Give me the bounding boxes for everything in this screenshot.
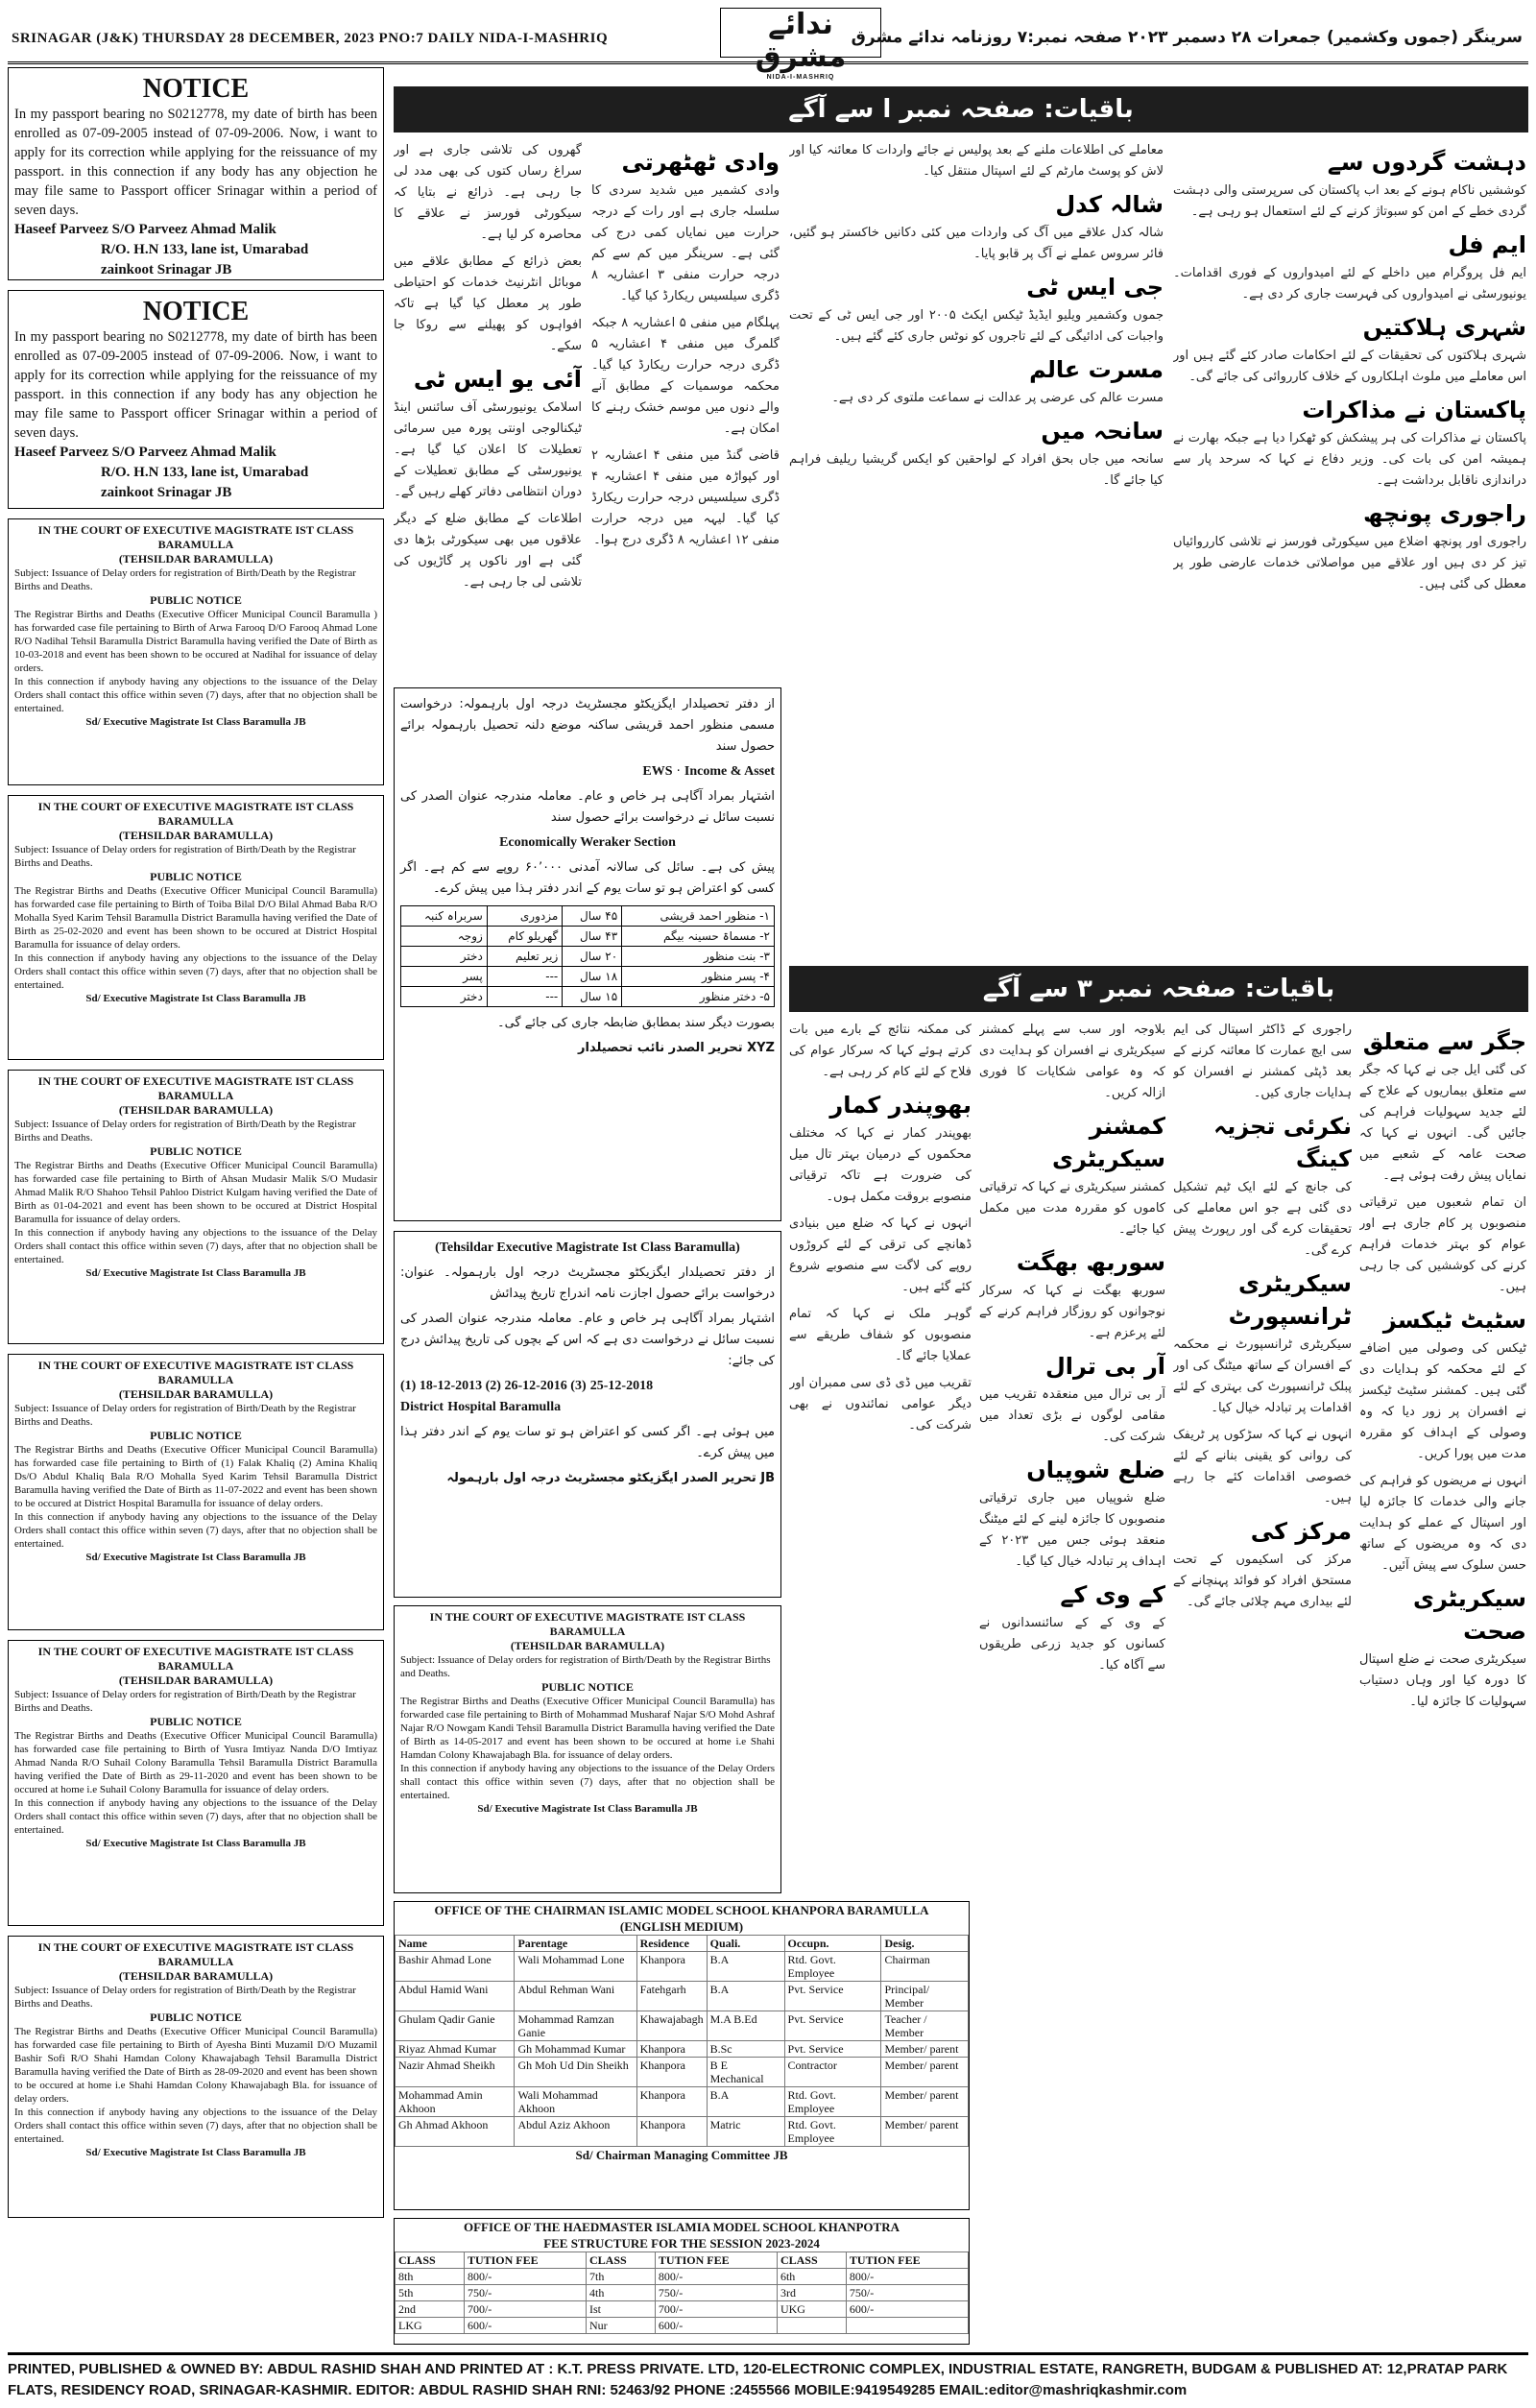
table-cell: ۱۸ سال (563, 967, 622, 987)
ews-fullname: Economically Weraker Section (499, 835, 676, 850)
committee-subtitle: (ENGLISH MEDIUM) (619, 1919, 744, 1934)
table-cell: Ist (586, 2301, 655, 2318)
committee-title: OFFICE OF THE CHAIRMAN ISLAMIC MODEL SCHOOL KHANPORA BARAMULLA (434, 1903, 929, 1917)
table-cell: ۴۵ سال (563, 906, 622, 927)
column-header: TUTION FEE (846, 2252, 968, 2269)
table-cell: Member/ parent (881, 2087, 969, 2117)
urdu-column-4 (394, 140, 582, 678)
court-subject: Subject: Issuance of Delay orders for registration of Birth/Death by the Registrar Births and Deaths. (14, 1985, 356, 2010)
court-body-2: In this connection if anybody having any objections to the issuance of the Delay Orders shall contact this office within seven (7) days, after that no objection shall be entertained. (14, 1227, 377, 1265)
notice-p1: از دفتر تحصیلدار ایگزیکٹو مجسٹریٹ درجہ اول بارہمولہ۔ عنوان: درخواست برائے حصول اجازت نامہ اندراج تاریخ پیدائش (400, 1265, 775, 1301)
table-row (396, 1982, 969, 2011)
ews-label: EWS (642, 764, 673, 779)
tehsildar-header-row (400, 1238, 775, 1259)
court-subtitle: (TEHSILDAR BARAMULLA) (118, 1674, 274, 1687)
table-cell: Fatehgarh (636, 1982, 707, 2011)
table-row (396, 2301, 969, 2318)
court-notice (8, 518, 384, 785)
fee-subtitle: FEE STRUCTURE FOR THE SESSION 2023-2024 (543, 2236, 820, 2251)
table-cell: B.A (707, 1952, 784, 1982)
birth-dates: (1) 18-12-2013 (2) 26-12-2016 (3) (400, 1379, 587, 1393)
court-body-2: In this connection if anybody having any objections to the issuance of the Delay Orders shall contact this office within seven (7) days, after that no objection shall be entertained. (14, 952, 377, 991)
table-cell: 700/- (655, 2301, 777, 2318)
public-notice-heading: PUBLIC NOTICE (150, 1429, 242, 1442)
table-cell: Khawajabagh (636, 2011, 707, 2041)
table-cell: 800/- (846, 2269, 968, 2285)
urdu-headline: جگر سے متعلق (1362, 1028, 1526, 1055)
urdu-headline: سٹیٹ ٹیکسز (1382, 1307, 1526, 1334)
table-cell: Ghulam Qadir Ganie (396, 2011, 515, 2041)
urdu-paragraph: آر بی ترال میں منعقدہ تقریب میں مقامی لوگوں نے بڑی تعداد میں شرکت کی۔ (979, 1387, 1165, 1444)
urdu-headline: وادی ٹھٹھرتی (621, 149, 780, 176)
table-cell: 5th (396, 2285, 465, 2301)
table-cell: M.A B.Ed (707, 2011, 784, 2041)
notice-signatory: Haseef Parveez S/O Parveez Ahmad Malik (14, 222, 276, 237)
urdu-paragraph: کی جانچ کے لئے ایک ٹیم تشکیل دی گئی ہے جو اس معاملے کی تحقیقات کرے گی اور رپورٹ پیش کرے گی۔ (1173, 1180, 1352, 1258)
fee-table (395, 2251, 969, 2334)
court-subtitle: (TEHSILDAR BARAMULLA) (118, 829, 274, 842)
court-title: IN THE COURT OF EXECUTIVE MAGISTRATE IST CLASS BARAMULLA (37, 800, 354, 828)
table-cell: B.Sc (707, 2041, 784, 2058)
table-cell: Mohammad Ramzan Ganie (515, 2011, 636, 2041)
court-signature: Sd/ Executive Magistrate Ist Class Baramulla JB (85, 716, 306, 728)
urdu-paragraph: کی گئی ایل جی نے کہا کہ جگر سے متعلق بیماریوں کے علاج کے لئے جدید سہولیات فراہم کی جائیں گی۔ انہوں نے کہا کہ صحت عامہ کے شعبے میں نمایاں پیش رفت ہوئی ہے۔ (1359, 1063, 1526, 1183)
table-row (401, 927, 775, 947)
court-title: IN THE COURT OF EXECUTIVE MAGISTRATE IST CLASS BARAMULLA (37, 1074, 354, 1102)
urdu-paragraph: تقریب میں ڈی ڈی سی ممبران اور دیگر عوامی نمائندوں نے بھی شرکت کی۔ (789, 1376, 972, 1433)
urdu-paragraph: گھروں کی تلاشی جاری ہے اور سراغ رساں کتوں کی بھی مدد لی جا رہی ہے۔ ذرائع نے بتایا کہ سیکورٹی فورسز نے علاقے کا محاصرہ کر لیا ہے۔ (394, 143, 582, 242)
column-header: Residence (636, 1936, 707, 1952)
urdu-paragraph: راجوری کے ڈاکٹر اسپتال کی ایم سی ایچ عمارت کا معائنہ کرنے کے بعد ڈپٹی کمشنر نے افسران کو ہدایات جاری کیں۔ (1173, 1023, 1352, 1100)
court-title: IN THE COURT OF EXECUTIVE MAGISTRATE IST CLASS BARAMULLA (37, 1940, 354, 1968)
urdu-headline: شالہ کدل (1055, 191, 1164, 218)
court-subject: Subject: Issuance of Delay orders for registration of Birth/Death by the Registrar Births and Deaths. (14, 1119, 356, 1144)
court-body-2: In this connection if anybody having any objections to the issuance of the Delay Orders shall contact this office within seven (7) days, after that no objection shall be entertained. (14, 676, 377, 714)
table-row (396, 2318, 969, 2334)
table-cell: Pvt. Service (784, 2041, 881, 2058)
table-cell: Riyaz Ahmad Kumar (396, 2041, 515, 2058)
table-cell: Pvt. Service (784, 1982, 881, 2011)
urdu-headline: دہشت گردوں سے (1327, 149, 1526, 176)
court-signature: Sd/ Executive Magistrate Ist Class Baramulla JB (85, 2147, 306, 2158)
urdu-headline: نکرئی تجزیہ کینگ (1213, 1113, 1352, 1172)
urdu-headline: مسرت عالم (1029, 356, 1164, 383)
table-cell: Nazir Ahmad Sheikh (396, 2058, 515, 2087)
table-row (401, 947, 775, 967)
table-cell: ۱۵ سال (563, 987, 622, 1007)
court-subtitle: (TEHSILDAR BARAMULLA) (118, 1103, 274, 1117)
logo-urdu: ندائے مشرق (755, 8, 847, 74)
table-cell: 800/- (655, 2269, 777, 2285)
urdu-headline: سیکریٹری صحت (1412, 1585, 1526, 1645)
table-cell: سربراہ کنبہ (401, 906, 488, 927)
continuation-band-mid: باقیات: صفحہ نمبر ۳ سے آگے (789, 966, 1528, 1012)
court-title: IN THE COURT OF EXECUTIVE MAGISTRATE IST CLASS BARAMULLA (37, 523, 354, 551)
notice-title: NOTICE (142, 297, 250, 326)
table-cell: مزدوری (487, 906, 562, 927)
notice-signature: JB تحریر الصدر ایگزیکٹو مجسٹریٹ درجہ اول بارہمولہ (446, 1471, 775, 1485)
urdu-paragraph: راجوری اور پونچھ اضلاع میں سیکورٹی فورسز نے تلاشی کارروائیاں تیز کر دی ہیں اور علاقے میں مواصلاتی خدمات عارضی طور پر معطل کی گئی ہیں۔ (1173, 535, 1526, 591)
table-cell: Abdul Hamid Wani (396, 1982, 515, 2011)
urdu-headline: سانحہ میں (1041, 418, 1164, 445)
court-subtitle: (TEHSILDAR BARAMULLA) (118, 1969, 274, 1983)
notice-middle: اشتہار بمراد آگاہی ہر خاص و عام۔ معاملہ مندرجہ عنوان الصدر کی نسبت سائل نے درخواست برائے حصول سند (400, 789, 775, 825)
table-cell: Gh Moh Ud Din Sheikh (515, 2058, 636, 2087)
table-row (396, 2058, 969, 2087)
continuation-band-top: باقیات: صفحہ نمبر ا سے آگے (394, 86, 1528, 132)
district-label: District (400, 1400, 444, 1414)
urdu-headline: راجوری پونچھ (1362, 500, 1526, 527)
court-body-2: In this connection if anybody having any objections to the issuance of the Delay Orders shall contact this office within seven (7) days, after that no objection shall be entertained. (14, 1797, 377, 1836)
table-row (396, 2041, 969, 2058)
urdu-column-1 (1173, 140, 1526, 1100)
urdu-headline: بھوپندر کمار (829, 1092, 972, 1119)
notice-address-2: zainkoot Srinagar JB (101, 262, 232, 277)
table-cell: گھریلو کام (487, 927, 562, 947)
court-subject: Subject: Issuance of Delay orders for registration of Birth/Death by the Registrar Births and Deaths. (14, 1403, 356, 1428)
court-subtitle: (TEHSILDAR BARAMULLA) (118, 1387, 274, 1401)
urdu-paragraph: ایم فل پروگرام میں داخلے کے لئے امیدواروں کے فوری اقدامات۔ یونیورسٹی نے امیدواروں کی فہرست جاری کر دی ہے۔ (1173, 266, 1526, 301)
urdu-headline: کے وی کے (1060, 1581, 1165, 1608)
lower-urdu-column-3 (979, 1020, 1165, 2345)
table-row (396, 2269, 969, 2285)
urdu-paragraph: مرکز کی اسکیموں کے تحت مستحق افراد کو فوائد پہنچانے کے لئے بیداری مہم چلائی جائے گی۔ (1173, 1553, 1352, 1609)
court-body-2: In this connection if anybody having any objections to the issuance of the Delay Orders shall contact this office within seven (7) days, after that no objection shall be entertained. (14, 1511, 377, 1550)
urdu-paragraph: کے وی کے کے سائنسدانوں نے کسانوں کو جدید زرعی طریقوں سے آگاہ کیا۔ (979, 1616, 1165, 1673)
table-cell: Chairman (881, 1952, 969, 1982)
table-cell: دختر (401, 987, 488, 1007)
birth-dates-row (400, 1376, 775, 1397)
urdu-headline: شہری ہلاکتیں (1362, 314, 1526, 341)
urdu-paragraph: جموں وکشمیر ویلیو ایڈیڈ ٹیکس ایکٹ ۲۰۰۵ اور جی ایس ٹی کے تحت واجبات کی ادائیگی کے لئے تاجروں کو نوٹس جاری کئے گئے ہیں۔ (789, 308, 1164, 344)
court-subject: Subject: Issuance of Delay orders for registration of Birth/Death by the Registrar Births and Deaths. (14, 567, 356, 592)
table-cell: 3rd (777, 2285, 846, 2301)
urdu-paragraph: پہلگام میں منفی ۵ اعشاریہ ۸ جبکہ گلمرگ میں منفی ۴ اعشاریہ ۵ ڈگری درجہ حرارت ریکارڈ کیا گیا۔ محکمہ موسمیات کے مطابق آنے والے دنوں میں موسم خشک رہنے کا امکان ہے۔ (591, 316, 780, 436)
table-cell: B.A (707, 1982, 784, 2011)
ews-certificate-notice (394, 687, 781, 1221)
urdu-paragraph: انہوں نے مریضوں کو فراہم کی جانے والی خدمات کا جائزہ لیا اور اسپتال کے عملے کو ہدایت دی کہ وہ مریضوں کے ساتھ حسن سلوک سے پیش آئیں۔ (1359, 1474, 1526, 1573)
court-body: The Registrar Births and Deaths (Executive Officer Municipal Council Baramulla ) has forwarded case file pertaining to Birth of Arwa Farooq D/O Farooq Ahmad Lone R/O Nadihal Tehsil Baramulla District Baramulla having verified the Date of Birth as 10-03-2018 and event has been shown to be occured at Nadihal for issuance of delay orders. (14, 609, 377, 674)
notice-address-2: zainkoot Srinagar JB (101, 485, 232, 500)
urdu-headline: سوربھ بھگت (1016, 1249, 1165, 1276)
urdu-paragraph: شالہ کدل علاقے میں آگ کی واردات میں کئی دکانیں خاکستر ہو گئیں، فائر سروس عملے نے آگ پر قابو پایا۔ (789, 226, 1164, 261)
notice-intro: از دفتر تحصیلدار ایگزیکٹو مجسٹریٹ درجہ اول بارہمولہ: درخواست مسمی منظور احمد قریشی ساکنہ موضع دلنہ تحصیل بارہمولہ برائے حصول سند (400, 697, 775, 754)
table-cell: ۴- پسر منظور (622, 967, 775, 987)
table-cell: 700/- (464, 2301, 586, 2318)
urdu-paragraph: مسرت عالم کی عرضی پر عدالت نے سماعت ملتوی کر دی ہے۔ (831, 391, 1164, 405)
table-cell: Bashir Ahmad Lone (396, 1952, 515, 1982)
income-asset-label: Income & Asset (684, 764, 775, 779)
table-cell: 750/- (464, 2285, 586, 2301)
ews-fullname-row (400, 832, 775, 854)
table-cell: Khanpora (636, 2117, 707, 2147)
table-cell: Mohammad Amin Akhoon (396, 2087, 515, 2117)
urdu-headline: ضلع شوپیاں (1026, 1457, 1165, 1483)
table-cell: Wali Mohammad Lone (515, 1952, 636, 1982)
urdu-paragraph: اطلاعات کے مطابق ضلع کے دیگر علاقوں میں بھی سیکورٹی بڑھا دی گئی ہے اور ناکوں پر گاڑیوں کی تلاشی لی جا رہی ہے۔ (394, 512, 582, 590)
table-cell: ۳- بنت منظور (622, 947, 775, 967)
table-cell: Khanpora (636, 2041, 707, 2058)
urdu-paragraph: سوربھ بھگت نے کہا کہ سرکار نوجوانوں کو روزگار فراہم کرنے کے لئے پرعزم ہے۔ (979, 1284, 1165, 1340)
notice-p2: اشتہار بمراد آگاہی ہر خاص و عام۔ معاملہ مندرجہ عنوان الصدر کی نسبت سائل نے درخواست دی ہے کہ اس کے بچوں کی تاریخ پیدائش درج کی جائے: (400, 1312, 775, 1368)
table-cell: 8th (396, 2269, 465, 2285)
table-row (396, 2087, 969, 2117)
table-header-row (396, 2252, 969, 2269)
table-cell: Wali Mohammad Akhoon (515, 2087, 636, 2117)
column-header: Parentage (515, 1936, 636, 1952)
column-header: CLASS (396, 2252, 465, 2269)
table-cell: Rtd. Govt. Employee (784, 2117, 881, 2147)
notice-body: In my passport bearing no S0212778, my date of birth has been enrolled as 07-09-2005 instead of 07-09-2006. Now, i want to apply for its correction while applying for the reissuance of my passport. in this connection if any body has any objection he may file same to Passport officer Srinagar within a period of seven days. (14, 107, 377, 218)
court-signature: Sd/ Executive Magistrate Ist Class Baramulla JB (477, 1803, 698, 1815)
notice-p3: میں ہوئی ہے۔ اگر کسی کو اعتراض ہو تو سات یوم کے اندر دفتر ہذا میں پیش کرے۔ (400, 1425, 775, 1460)
birth-date-3: 25-12-2018 (589, 1379, 654, 1393)
table-cell: Khanpora (636, 2058, 707, 2087)
urdu-paragraph: ضلع شوپیاں میں جاری ترقیاتی منصوبوں کا جائزہ لینے کے لئے میٹنگ منعقد ہوئی جس میں ۲۰۲۳ کے اہداف پر تبادلہ خیال کیا گیا۔ (979, 1491, 1165, 1569)
urdu-paragraph: انہوں نے کہا کہ سڑکوں پر ٹریفک کی روانی کو یقینی بنانے کے لئے خصوصی اقدامات کئے جا رہے ہیں۔ (1173, 1428, 1352, 1505)
notice-body: In my passport bearing no S0212778, my date of birth has been enrolled as 07-09-2005 instead of 07-09-2006. Now, i want to apply for its correction while applying for the reissuance of my passport. in this connection if any body has any objection he may file same to Passport officer Srinagar within a period of seven days. (14, 329, 377, 441)
court-body: The Registrar Births and Deaths (Executive Officer Municipal Council Baramulla) has forwarded case file pertaining to Birth of Ahsan Mudasir Malik S/O Mudasir Ahmad Malik R/O Shahoo Tehsil Pahloo District Kulgam having verified the Date of Birth as 01-04-2021 and event has been shown to be occured at District Hospital Baramulla for issuance of delay orders. (14, 1160, 377, 1225)
court-body-2: In this connection if anybody having any objections to the issuance of the Delay Orders shall contact this office within seven (7) days, after that no objection shall be entertained. (400, 1763, 775, 1801)
notice-keywords: Income & Asset · EWS (642, 764, 775, 779)
table-row (396, 2285, 969, 2301)
column-header: Occupn. (784, 1936, 881, 1952)
court-body-2: In this connection if anybody having any objections to the issuance of the Delay Orders shall contact this office within seven (7) days, after that no objection shall be entertained. (14, 2107, 377, 2145)
table-cell: Abdul Aziz Akhoon (515, 2117, 636, 2147)
court-notice-mid (394, 1605, 781, 1893)
court-subject: Subject: Issuance of Delay orders for registration of Birth/Death by the Registrar Births and Deaths. (14, 1689, 356, 1714)
column-header: CLASS (586, 2252, 655, 2269)
table-cell: 7th (586, 2269, 655, 2285)
court-body: The Registrar Births and Deaths (Executive Officer Municipal Council Baramulla) has forwarded case file pertaining to Birth of Toiba Bilal D/O Bilal Ahmad Baba R/O Mohalla Syed Karim Tehsil Baramulla District Baramulla having verified the Date of Birth as 25-02-2020 and event has been shown to be occured at District Hospital Baramulla for issuance of delay orders. (14, 885, 377, 951)
table-cell: 600/- (655, 2318, 777, 2334)
court-title: IN THE COURT OF EXECUTIVE MAGISTRATE IST CLASS BARAMULLA (37, 1359, 354, 1386)
court-body: The Registrar Births and Deaths (Executive Officer Municipal Council Baramulla) has forwarded case file pertaining to Birth of Mohammad Musharaf Najar S/O Mohd Ashraf Najar R/O Nowgam Kandi Tehsil Baramulla District Baramulla having verified the Date of Birth as 14-05-2017 and event has been shown to be occured at home i.e Shahi Hamdan Colony Khawajabagh Bla. for issuance of delay orders. (400, 1696, 775, 1761)
table-cell (846, 2318, 968, 2334)
table-cell: ۴۳ سال (563, 927, 622, 947)
court-notice (8, 1354, 384, 1630)
urdu-paragraph: ٹیکس کی وصولی میں اضافے کے لئے محکمہ کو ہدایات دی گئی ہیں۔ کمشنر سٹیٹ ٹیکسز نے افسران پر زور دیا کہ وہ وصولی کے اہداف کو مقررہ مدت میں پورا کریں۔ (1359, 1341, 1526, 1461)
school-fee-notice (394, 2218, 970, 2345)
column-header: TUTION FEE (464, 2252, 586, 2269)
urdu-paragraph: بعض ذرائع کے مطابق علاقے میں موبائل انٹرنیٹ خدمات کو احتیاطی طور پر معطل کیا گیا ہے تاکہ افواہوں کو پھیلنے سے روکا جا سکے۔ (394, 254, 582, 353)
table-cell: زوجہ (401, 927, 488, 947)
table-row (396, 1952, 969, 1982)
table-cell: Pvt. Service (784, 2011, 881, 2041)
passport-notice (8, 67, 384, 280)
urdu-headline: جی ایس ٹی (1026, 274, 1164, 301)
table-cell: ۲۰ سال (563, 947, 622, 967)
table-cell: B.A (707, 2087, 784, 2117)
urdu-column-3 (591, 140, 780, 678)
urdu-paragraph: ان تمام شعبوں میں ترقیاتی منصوبوں پر کام جاری ہے اور عوام کو بہتر خدمات فراہم کرنے کی کوششیں کی جا رہی ہیں۔ (1359, 1195, 1526, 1294)
urdu-paragraph: سیکریٹری ٹرانسپورٹ نے محکمہ کے افسران کے ساتھ میٹنگ کی اور پبلک ٹرانسپورٹ کی بہتری کے لئے اقدامات پر تبادلہ خیال کیا۔ (1173, 1337, 1352, 1415)
imprint-footer: PRINTED, PUBLISHED & OWNED BY: ABDUL RASHID SHAH AND PRINTED AT : K.T. PRESS PRIVATE. LTD, 120-ELECTRONIC COMPLEX, INDUSTRIAL ESTATE, RANGRETH, BUDGAM & PUBLISHED AT: 12,PRATAP PARK FLATS, RESIDENCY ROAD, SRINAGAR-KASHMIR. EDITOR: ABDUL RASHID SHAH RNI: 52463/92 PHONE :2455566 MOBILE:9419549285 EMAIL:editor@mashriqkashmir.com (8, 2352, 1528, 2401)
table-row (396, 2117, 969, 2147)
table-cell: Matric (707, 2117, 784, 2147)
lower-urdu-column-4 (789, 1020, 972, 1893)
column-header: Quali. (707, 1936, 784, 1952)
urdu-headline: پاکستان نے مذاکرات (1302, 397, 1526, 423)
urdu-paragraph: کمشنر سیکریٹری نے کہا کہ ترقیاتی کاموں کو مقررہ مدت میں مکمل کیا جائے۔ (979, 1180, 1165, 1237)
table-cell: 4th (586, 2285, 655, 2301)
birth-date-notice (394, 1231, 781, 1598)
notice-signatory: Haseef Parveez S/O Parveez Ahmad Malik (14, 445, 276, 460)
table-cell: Khanpora (636, 2087, 707, 2117)
table-cell: 600/- (464, 2318, 586, 2334)
table-cell: Member/ parent (881, 2041, 969, 2058)
court-title: IN THE COURT OF EXECUTIVE MAGISTRATE IST CLASS BARAMULLA (37, 1645, 354, 1673)
table-cell: UKG (777, 2301, 846, 2318)
urdu-paragraph: سیکریٹری صحت نے ضلع اسپتال کا دورہ کیا اور وہاں دستیاب سہولیات کا جائزہ لیا۔ (1359, 1652, 1526, 1709)
notice-signature: XYZ تحریر الصدر نائب تحصیلدار (578, 1041, 775, 1055)
table-cell: ۱- منظور احمد قریشی (622, 906, 775, 927)
public-notice-heading: PUBLIC NOTICE (150, 2011, 242, 2024)
table-cell: زیر تعلیم (487, 947, 562, 967)
table-cell: Khanpora (636, 1952, 707, 1982)
urdu-paragraph: معاملے کی اطلاعات ملنے کے بعد پولیس نے جائے واردات کا معائنہ کیا اور لاش کو پوسٹ مارٹم کے لئے اسپتال منتقل کیا۔ (789, 143, 1164, 179)
table-cell: B E Mechanical (707, 2058, 784, 2087)
public-notice-heading: PUBLIC NOTICE (150, 593, 242, 607)
public-notice-heading: PUBLIC NOTICE (541, 1680, 634, 1694)
notice-address: R/O. H.N 133, lane ist, Umarabad (101, 242, 309, 257)
table-cell: ۵- دختر منظور (622, 987, 775, 1007)
urdu-paragraph: اسلامک یونیورسٹی آف سائنس اینڈ ٹیکنالوجی اونتی پورہ میں سرمائی تعطیلات کا اعلان کیا گیا ہے۔ یونیورسٹی کے مطابق تعطیلات کے دوران انتظامی دفاتر کھلے رہیں گے۔ (394, 400, 582, 499)
table-cell: 800/- (464, 2269, 586, 2285)
urdu-paragraph: پاکستان نے مذاکرات کی ہر پیشکش کو ٹھکرا دیا ہے جبکہ بھارت نے ہمیشہ امن کی بات کی۔ وزیر دفاع نے کہا کہ سرحد پار سے دراندازی ناقابل برداشت ہے۔ (1173, 431, 1526, 488)
table-cell: Rtd. Govt. Employee (784, 2087, 881, 2117)
court-subject: Subject: Issuance of Delay orders for registration of Birth/Death by the Registrar Births and Deaths. (14, 844, 356, 869)
urdu-column-2 (789, 140, 1164, 1100)
table-cell: 6th (777, 2269, 846, 2285)
table-cell: Member/ parent (881, 2117, 969, 2147)
urdu-paragraph: قاضی گنڈ میں منفی ۴ اعشاریہ ۲ اور کپواڑہ میں منفی ۴ اعشاریہ ۴ ڈگری سیلسیس درجہ حرارت ریکارڈ کیا گیا۔ لیہہ میں درجہ حرارت منفی ۱۲ اعشاریہ ۸ ڈگری درج ہوا۔ (591, 448, 780, 547)
court-body: The Registrar Births and Deaths (Executive Officer Municipal Council Baramulla) has forwarded case file pertaining to Birth of (1) Falak Khaliq (2) Amina Khaliq Ds/O Abdul Khaliq Bala R/O Mohalla Syed Karim Tehsil Baramulla District Baramulla having verified the Date of Birth as 11-07-2022 and event has been shown to be occured at District Hospital Baramulla for issuance of delay orders. (14, 1444, 377, 1509)
table-cell: Gh Ahmad Akhoon (396, 2117, 515, 2147)
public-notice-heading: PUBLIC NOTICE (150, 870, 242, 883)
table-header-row (396, 1936, 969, 1952)
column-header: TUTION FEE (655, 2252, 777, 2269)
table-cell: Principal/ Member (881, 1982, 969, 2011)
urdu-paragraph: کوششیں ناکام ہونے کے بعد اب پاکستان کی سرپرستی والی دہشت گردی خطے کے امن کو سبوتاژ کرنے کے لئے استعمال ہو رہی ہے۔ (1173, 183, 1526, 219)
court-title: IN THE COURT OF EXECUTIVE MAGISTRATE IST CLASS BARAMULLA (429, 1610, 746, 1638)
court-body: The Registrar Births and Deaths (Executive Officer Municipal Council Baramulla) has forwarded case file pertaining to Birth of Ayesha Binti Muzamil D/O Muzamil Bashir Sofi R/O Shahi Hamdan Colony Khawajabagh Tehsil Baramulla District Baramulla having verified the Date of Birth as 28-09-2020 and event has been shown to be occured at home i.e Shahi Hamdan Colony Khawajabagh Bla. for issuance of delay orders. (14, 2026, 377, 2105)
urdu-paragraph: انہوں نے کہا کہ ضلع میں بنیادی ڈھانچے کی ترقی کے لئے کروڑوں روپے کی لاگت سے منصوبے شروع کئے گئے ہیں۔ (789, 1216, 972, 1294)
table-cell: Teacher / Member (881, 2011, 969, 2041)
table-cell: LKG (396, 2318, 465, 2334)
table-row (401, 987, 775, 1007)
public-notice-heading: PUBLIC NOTICE (150, 1144, 242, 1158)
fee-title: OFFICE OF THE HAEDMASTER ISLAMIA MODEL SCHOOL KHANPOTRA (464, 2220, 900, 2234)
table-cell: Abdul Rehman Wani (515, 1982, 636, 2011)
table-row (396, 2011, 969, 2041)
urdu-headline: آر بی ترال (1044, 1353, 1165, 1380)
court-notice (8, 795, 384, 1060)
tehsildar-header: (Tehsildar Executive Magistrate Ist Class Baramulla) (435, 1240, 740, 1255)
urdu-paragraph: شہری ہلاکتوں کی تحقیقات کے لئے احکامات صادر کئے گئے ہیں اور اس معاملے میں ملوث اہلکاروں کے خلاف کارروائی کی جائے گی۔ (1173, 349, 1526, 384)
urdu-headline: آئی یو ایس ٹی (413, 366, 582, 393)
court-notice (8, 1640, 384, 1926)
court-body: The Registrar Births and Deaths (Executive Officer Municipal Council Baramulla) has forwarded case file pertaining to Birth of Yusra Imtiyaz Nanda D/O Imtiyaz Ahmad Nanda R/O Suhail Colony Baramulla Tehsil Baramulla District Baramulla having verified the Date of Birth as 29-11-2020 and event has been shown to be occured at home i.e Suhail Colony Baramulla for issuance of delay orders. (14, 1730, 377, 1795)
urdu-headline: ایم فل (1448, 231, 1526, 258)
table-cell: 750/- (655, 2285, 777, 2301)
urdu-paragraph: بھوپندر کمار نے کہا کہ مختلف محکموں کے درمیان بہتر تال میل کی ضرورت ہے تاکہ ترقیاتی منصوبے بروقت مکمل ہوں۔ (789, 1126, 972, 1204)
masthead-urdu-dateline: سرینگر (جموں وکشمیر) جمعرات ۲۸ دسمبر ۲۰۲۳ صفحہ نمبر:۷ روزنامہ ندائے مشرق (851, 28, 1523, 47)
table-cell: Member/ parent (881, 2058, 969, 2087)
committee-signature: Sd/ Chairman Managing Committee JB (575, 2148, 788, 2162)
urdu-headline: سیکریٹری ٹرانسپورٹ (1228, 1270, 1352, 1330)
table-cell: ۲- مسماۃ حسینہ بیگم (622, 927, 775, 947)
urdu-paragraph: کی ممکنہ نتائج کے بارے میں بات کرتے ہوئے کہا کہ سرکار عوام کی فلاح کے لئے کام کر رہی ہے۔ (789, 1023, 972, 1079)
table-row (401, 967, 775, 987)
court-signature: Sd/ Executive Magistrate Ist Class Baramulla JB (85, 1838, 306, 1849)
passport-notice (8, 290, 384, 509)
table-cell: 600/- (846, 2301, 968, 2318)
notice-address: R/O. H.N 133, lane ist, Umarabad (101, 465, 309, 480)
notice-title: NOTICE (142, 74, 250, 104)
court-notice (8, 1936, 384, 2218)
urdu-paragraph: بلاوجہ اور سب سے پہلے کمشنر سیکریٹری نے افسران کو ہدایت دی کہ وہ عوامی شکایات کا فوری ازالہ کریں۔ (979, 1023, 1165, 1100)
court-subtitle: (TEHSILDAR BARAMULLA) (118, 552, 274, 566)
left-notices-column (8, 67, 384, 2227)
table-cell: 750/- (846, 2285, 968, 2301)
masthead (8, 6, 1528, 81)
table-cell: دختر (401, 947, 488, 967)
hospital-row (400, 1397, 775, 1418)
court-subject: Subject: Issuance of Delay orders for registration of Birth/Death by the Registrar Births and Deaths. (400, 1654, 771, 1679)
table-cell (777, 2318, 846, 2334)
table-cell: 2nd (396, 2301, 465, 2318)
committee-table (395, 1935, 969, 2147)
table-cell: Contractor (784, 2058, 881, 2087)
logo-english: NIDA-I-MASHRIQ (766, 74, 835, 81)
family-table (400, 905, 775, 1007)
lower-urdu-column-2 (1173, 1020, 1352, 2345)
urdu-paragraph: وادی کشمیر میں شدید سردی کا سلسلہ جاری ہے اور رات کے درجہ حرارت میں نمایاں کمی درج کی گئی ہے۔ سرینگر میں کم سے کم درجہ حرارت منفی ۳ اعشاریہ ۸ ڈگری سیلسیس ریکارڈ کیا گیا۔ (591, 183, 780, 303)
court-signature: Sd/ Executive Magistrate Ist Class Baramulla JB (85, 1552, 306, 1563)
table-cell: Rtd. Govt. Employee (784, 1952, 881, 1982)
urdu-headline: مرکز کی (1250, 1518, 1352, 1545)
masthead-dateline: SRINAGAR (J&K) THURSDAY 28 DECEMBER, 2023 PNO:7 DAILY NIDA-I-MASHRIQ (12, 31, 609, 46)
column-header: Desig. (881, 1936, 969, 1952)
school-committee-notice (394, 1901, 970, 2210)
public-notice-heading: PUBLIC NOTICE (150, 1715, 242, 1728)
table-row (401, 906, 775, 927)
urdu-paragraph: گوہر ملک نے کہا کہ تمام منصوبوں کو شفاف طریقے سے عملایا جائے گا۔ (789, 1307, 972, 1363)
hospital-label: Hospital Baramulla (447, 1400, 562, 1414)
court-notice (8, 1070, 384, 1344)
notice-tail: پیش کی ہے۔ سائل کی سالانہ آمدنی ۶۰٬۰۰۰ روپے سے کم ہے۔ اگر کسی کو اعتراض ہو تو سات یوم کے اندر دفتر ہذا میں پیش کرے۔ (400, 860, 775, 896)
lower-urdu-column-1 (1359, 1020, 1526, 2345)
table-cell: --- (487, 987, 562, 1007)
column-header: CLASS (777, 2252, 846, 2269)
court-signature: Sd/ Executive Magistrate Ist Class Baramulla JB (85, 1267, 306, 1279)
table-cell: پسر (401, 967, 488, 987)
notice-end: بصورت دیگر سند بمطابق ضابطہ جاری کی جائے گی۔ (496, 1016, 775, 1030)
table-cell: Nur (586, 2318, 655, 2334)
column-header: Name (396, 1936, 515, 1952)
table-cell: Gh Mohammad Kumar (515, 2041, 636, 2058)
urdu-paragraph: سانحہ میں جاں بحق افراد کے لواحقین کو ایکس گریشیا ریلیف فراہم کیا جائے گا۔ (789, 452, 1164, 488)
court-signature: Sd/ Executive Magistrate Ist Class Baramulla JB (85, 993, 306, 1004)
urdu-headline: کمشنر سیکریٹری (1051, 1113, 1165, 1172)
table-cell: --- (487, 967, 562, 987)
court-subtitle: (TEHSILDAR BARAMULLA) (510, 1639, 665, 1652)
